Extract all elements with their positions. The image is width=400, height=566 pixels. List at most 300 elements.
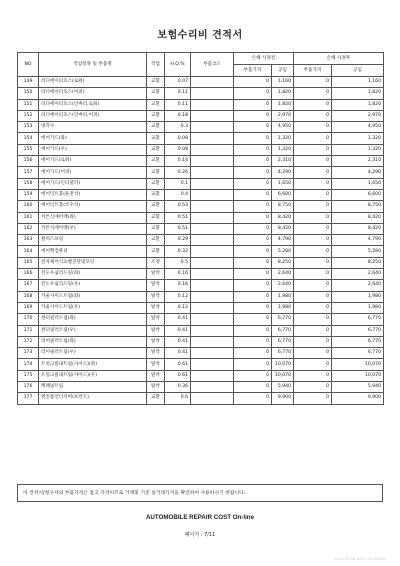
table-row (18, 156, 384, 167)
disclaimer-note: 이 견적서/청구서의 부품가격은 참고 가격이므로 거래및 기준 실거래가격을 확인하여 사용하시기 바랍니다. (17, 484, 383, 502)
work-type: 탈착 (147, 280, 165, 291)
work-type: 교환 (147, 246, 165, 257)
part-name: 백패널트림 (39, 382, 147, 393)
part-price-before: 0 (234, 144, 272, 155)
labor-after: 6,770 (332, 314, 384, 325)
labor-before: 6,770 (272, 325, 294, 336)
labor-after: 10,070 (332, 370, 384, 381)
hq-percent: 0.11 (165, 99, 191, 110)
work-type: 교환 (147, 178, 165, 189)
row-number: 162 (18, 223, 39, 234)
labor-before: 1,320 (272, 144, 294, 155)
part-price-before: 0 (234, 291, 272, 302)
part-code (191, 167, 234, 178)
row-number: 170 (18, 314, 39, 325)
header-item: 작업항목 및 부품명 (39, 53, 147, 77)
part-price-before: 0 (234, 280, 272, 291)
header-work: 작업 (147, 53, 165, 77)
part-price-before: 0 (234, 77, 272, 88)
print-timestamp: 2024-05-08 10:27:40 AIY001 (334, 557, 386, 561)
hq-percent: 0.61 (165, 359, 191, 370)
work-type: 탈착 (147, 269, 165, 280)
labor-after: 6,770 (332, 348, 384, 359)
row-number: 158 (18, 178, 39, 189)
table-row (18, 189, 384, 200)
work-type: 교환 (147, 133, 165, 144)
labor-before: 1,980 (272, 302, 294, 313)
part-price-after: 0 (294, 348, 332, 359)
row-number: 167 (18, 280, 39, 291)
labor-before: 1,650 (272, 178, 294, 189)
part-name: 냉각수 (39, 122, 147, 133)
work-type: 교환 (147, 122, 165, 133)
header-labor-before: 공임 (272, 65, 294, 77)
labor-before: 2,640 (272, 280, 294, 291)
part-name: 커튼식에어백(좌) (39, 212, 147, 223)
table-row (18, 88, 384, 99)
work-type: 교환 (147, 201, 165, 212)
part-code (191, 144, 234, 155)
header-part-price-after: 부품가격 (294, 65, 332, 77)
labor-before: 5,280 (272, 246, 294, 257)
labor-after: 1,320 (332, 133, 384, 144)
part-price-before: 0 (234, 302, 272, 313)
table-row (18, 314, 384, 325)
part-name: 윈도우쉴리드링(우) (39, 280, 147, 291)
part-name: 에어백컴퓨터 (39, 246, 147, 257)
labor-before: 1,320 (272, 133, 294, 144)
row-number: 150 (18, 88, 39, 99)
row-number: 161 (18, 212, 39, 223)
row-number: 153 (18, 122, 39, 133)
part-price-before: 0 (234, 156, 272, 167)
hq-percent: 0.07 (165, 77, 191, 88)
row-number: 151 (18, 99, 39, 110)
labor-after: 6,770 (332, 325, 384, 336)
hq-percent: 0.14 (165, 156, 191, 167)
labor-before: 2,970 (272, 110, 294, 121)
part-name: 에어가드(인터쿨러) (39, 178, 147, 189)
header-part-price-before: 부품가격 (234, 65, 272, 77)
part-name: 라디에이터호스(로워) (39, 77, 147, 88)
part-name: 리어필러트림(우) (39, 348, 147, 359)
part-name: 라디에이터호스(어퍼) (39, 88, 147, 99)
hq-percent: 0.41 (165, 348, 191, 359)
work-type: 교환 (147, 99, 165, 110)
header-no: NO (18, 53, 39, 77)
labor-after: 4,790 (332, 235, 384, 246)
table-row (18, 110, 384, 121)
part-price-before: 0 (234, 336, 272, 347)
labor-before: 6,770 (272, 314, 294, 325)
part-name: 카울사이드트림(좌) (39, 291, 147, 302)
work-type: 조정 (147, 257, 165, 268)
labor-before: 8,420 (272, 223, 294, 234)
page-number: 페이지 : 7/11 (184, 532, 216, 538)
row-number: 154 (18, 133, 39, 144)
part-price-before: 0 (234, 314, 272, 325)
part-code (191, 212, 234, 223)
table-row (18, 223, 384, 234)
part-price-before: 0 (234, 88, 272, 99)
part-code (191, 382, 234, 393)
part-code (191, 280, 234, 291)
table-row (18, 167, 384, 178)
row-number: 152 (18, 110, 39, 121)
table-row (18, 325, 384, 336)
hq-percent: 0.53 (165, 201, 191, 212)
labor-before: 8,750 (272, 201, 294, 212)
hq-percent: 0.51 (165, 223, 191, 234)
part-code (191, 269, 234, 280)
table-row (18, 122, 384, 133)
hq-percent: 0.29 (165, 235, 191, 246)
part-price-before: 0 (234, 201, 272, 212)
hq-percent: 0.16 (165, 269, 191, 280)
part-code (191, 201, 234, 212)
table-row (18, 133, 384, 144)
part-price-before: 0 (234, 370, 272, 381)
table-row (18, 235, 384, 246)
estimate-table (17, 52, 384, 405)
row-number: 155 (18, 144, 39, 155)
hq-percent: 0.11 (165, 88, 191, 99)
labor-after: 2,640 (332, 280, 384, 291)
part-price-after: 0 (294, 110, 332, 121)
part-code (191, 88, 234, 99)
work-type: 교환 (147, 189, 165, 200)
part-price-after: 0 (294, 88, 332, 99)
labor-before: 2,640 (272, 269, 294, 280)
part-price-after: 0 (294, 235, 332, 246)
part-price-before: 0 (234, 178, 272, 189)
work-type: 교환 (147, 77, 165, 88)
table-row (18, 246, 384, 257)
part-price-after: 0 (294, 269, 332, 280)
labor-after: 1,820 (332, 99, 384, 110)
labor-before: 9,900 (272, 393, 294, 404)
part-price-before: 0 (234, 393, 272, 404)
row-number: 160 (18, 201, 39, 212)
part-price-after: 0 (294, 99, 332, 110)
work-type: 탈착 (147, 302, 165, 313)
part-name: 전자제어식쇼벨진단및코딩 (39, 257, 147, 268)
part-code (191, 325, 234, 336)
labor-before: 1,820 (272, 99, 294, 110)
header-code: 부품코드 (191, 53, 234, 77)
part-price-after: 0 (294, 178, 332, 189)
work-type: 교환 (147, 110, 165, 121)
table-row (18, 336, 384, 347)
work-type: 교환 (147, 88, 165, 99)
part-price-before: 0 (234, 359, 272, 370)
hq-percent: 0.41 (165, 314, 191, 325)
hq-percent: 0.12 (165, 291, 191, 302)
part-code (191, 314, 234, 325)
labor-after: 6,600 (332, 189, 384, 200)
labor-before: 10,070 (272, 359, 294, 370)
labor-after: 2,640 (332, 269, 384, 280)
labor-before: 4,790 (272, 235, 294, 246)
part-name: 에어가드(좌) (39, 133, 147, 144)
row-number: 163 (18, 235, 39, 246)
header-hqs: H.Q.% (165, 53, 191, 77)
part-price-after: 0 (294, 223, 332, 234)
table-row (18, 178, 384, 189)
row-number: 176 (18, 382, 39, 393)
part-name: 에어가드(우) (39, 144, 147, 155)
part-code (191, 370, 234, 381)
part-name: 에어덕트홀(조수석) (39, 201, 147, 212)
part-price-after: 0 (294, 189, 332, 200)
part-code (191, 178, 234, 189)
part-name: 센터필러트림(우) (39, 325, 147, 336)
labor-before: 1,980 (272, 291, 294, 302)
labor-after: 8,750 (332, 201, 384, 212)
part-code (191, 156, 234, 167)
part-price-after: 0 (294, 246, 332, 257)
header-after-assessment: 손해 사정후 (294, 53, 384, 65)
part-price-after: 0 (294, 122, 332, 133)
labor-before: 4,950 (272, 122, 294, 133)
part-code (191, 246, 234, 257)
row-number: 174 (18, 359, 39, 370)
part-price-after: 0 (294, 393, 332, 404)
labor-after: 9,900 (332, 393, 384, 404)
labor-after: 8,420 (332, 223, 384, 234)
labor-after: 2,970 (332, 110, 384, 121)
hq-percent: 0.6 (165, 393, 191, 404)
labor-before: 1,160 (272, 77, 294, 88)
part-price-after: 0 (294, 77, 332, 88)
hq-percent: 0.1 (165, 178, 191, 189)
part-name: 엔진룸언더커버(프런트) (39, 393, 147, 404)
part-price-before: 0 (234, 110, 272, 121)
part-name: 커튼식에어백(우) (39, 223, 147, 234)
part-price-after: 0 (294, 382, 332, 393)
labor-after: 1,650 (332, 178, 384, 189)
hq-percent: 0.61 (165, 370, 191, 381)
part-price-before: 0 (234, 257, 272, 268)
part-price-after: 0 (294, 302, 332, 313)
part-price-before: 0 (234, 382, 272, 393)
part-name: 에어덕트홀(운전석) (39, 189, 147, 200)
labor-after: 1,160 (332, 77, 384, 88)
hq-percent: 0.16 (165, 280, 191, 291)
row-number: 159 (18, 189, 39, 200)
table-row (18, 302, 384, 313)
part-price-after: 0 (294, 257, 332, 268)
work-type: 교환 (147, 235, 165, 246)
work-type: 탈착 (147, 336, 165, 347)
part-price-before: 0 (234, 246, 272, 257)
hq-percent: 0.51 (165, 212, 191, 223)
part-price-before: 0 (234, 269, 272, 280)
row-number: 156 (18, 156, 39, 167)
part-price-after: 0 (294, 144, 332, 155)
labor-after: 1,320 (332, 144, 384, 155)
part-price-before: 0 (234, 235, 272, 246)
work-type: 탈착 (147, 291, 165, 302)
part-code (191, 122, 234, 133)
hq-percent: 0.5 (165, 257, 191, 268)
work-type: 탈착 (147, 348, 165, 359)
labor-before: 6,600 (272, 189, 294, 200)
labor-before: 8,250 (272, 257, 294, 268)
labor-after: 8,420 (332, 212, 384, 223)
part-name: 트렁크룸내트림(사이드)(우) (39, 370, 147, 381)
header-before-assessment: 손해 사정전 (234, 53, 294, 65)
part-name: 라디에이터호스(인버터,로워) (39, 99, 147, 110)
part-price-after: 0 (294, 212, 332, 223)
row-number: 172 (18, 336, 39, 347)
labor-before: 2,310 (272, 156, 294, 167)
labor-before: 10,070 (272, 370, 294, 381)
hq-percent: 0.41 (165, 325, 191, 336)
part-code (191, 110, 234, 121)
part-price-before: 0 (234, 122, 272, 133)
hq-percent: 0.36 (165, 382, 191, 393)
part-name: 트렁크룸내트림(사이드)(좌) (39, 359, 147, 370)
header-labor-after: 공임 (332, 65, 384, 77)
labor-after: 1,980 (332, 291, 384, 302)
part-price-before: 0 (234, 212, 272, 223)
row-number: 175 (18, 370, 39, 381)
hq-percent: 0.41 (165, 336, 191, 347)
part-code (191, 336, 234, 347)
table-row (18, 269, 384, 280)
part-name: 라디에이터호스(인버터,어퍼) (39, 110, 147, 121)
labor-after: 6,770 (332, 336, 384, 347)
row-number: 171 (18, 325, 39, 336)
hq-percent: 0.08 (165, 144, 191, 155)
part-price-after: 0 (294, 167, 332, 178)
part-price-after: 0 (294, 156, 332, 167)
labor-before: 1,820 (272, 88, 294, 99)
part-code (191, 235, 234, 246)
part-name: 에어가드(어퍼) (39, 167, 147, 178)
row-number: 173 (18, 348, 39, 359)
table-row (18, 348, 384, 359)
row-number: 177 (18, 393, 39, 404)
table-row (18, 77, 384, 88)
part-code (191, 393, 234, 404)
part-code (191, 348, 234, 359)
part-code (191, 223, 234, 234)
work-type: 교환 (147, 212, 165, 223)
part-price-before: 0 (234, 167, 272, 178)
part-price-before: 0 (234, 189, 272, 200)
work-type: 교환 (147, 156, 165, 167)
part-price-after: 0 (294, 201, 332, 212)
work-type: 교환 (147, 393, 165, 404)
labor-after: 10,070 (332, 359, 384, 370)
hq-percent: 0.32 (165, 246, 191, 257)
part-price-after: 0 (294, 314, 332, 325)
part-code (191, 133, 234, 144)
labor-after: 1,980 (332, 302, 384, 313)
hq-percent: 0.4 (165, 189, 191, 200)
table-row (18, 212, 384, 223)
table-row (18, 370, 384, 381)
work-type: 탈착 (147, 359, 165, 370)
part-name: 클럭스프링 (39, 235, 147, 246)
labor-after: 4,290 (332, 167, 384, 178)
part-name: 에어가드(로워) (39, 156, 147, 167)
part-price-after: 0 (294, 280, 332, 291)
part-price-after: 0 (294, 359, 332, 370)
row-number: 164 (18, 246, 39, 257)
labor-after: 5,280 (332, 246, 384, 257)
part-price-after: 0 (294, 133, 332, 144)
row-number: 166 (18, 269, 39, 280)
part-price-before: 0 (234, 99, 272, 110)
document-title: 보험수리비 견적서 (157, 30, 243, 41)
labor-after: 4,950 (332, 122, 384, 133)
labor-before: 5,940 (272, 382, 294, 393)
part-code (191, 99, 234, 110)
part-name: 센터필러트림(좌) (39, 314, 147, 325)
part-price-after: 0 (294, 336, 332, 347)
labor-before: 6,770 (272, 348, 294, 359)
part-price-before: 0 (234, 325, 272, 336)
work-type: 탈착 (147, 325, 165, 336)
hq-percent: 0.26 (165, 167, 191, 178)
row-number: 165 (18, 257, 39, 268)
hq-percent: 0.3 (165, 122, 191, 133)
labor-before: 8,420 (272, 212, 294, 223)
labor-after: 5,940 (332, 382, 384, 393)
table-row (18, 359, 384, 370)
part-price-after: 0 (294, 291, 332, 302)
labor-before: 6,770 (272, 336, 294, 347)
part-price-before: 0 (234, 133, 272, 144)
part-code (191, 302, 234, 313)
part-name: 카울사이드트림(우) (39, 302, 147, 313)
part-price-after: 0 (294, 325, 332, 336)
labor-after: 1,820 (332, 88, 384, 99)
part-price-before: 0 (234, 348, 272, 359)
part-name: 리어필러트림(좌) (39, 336, 147, 347)
table-row (18, 291, 384, 302)
table-row (18, 382, 384, 393)
row-number: 169 (18, 302, 39, 313)
table-row (18, 280, 384, 291)
work-type: 탈착 (147, 314, 165, 325)
row-number: 149 (18, 77, 39, 88)
work-type: 교환 (147, 223, 165, 234)
part-code (191, 359, 234, 370)
part-name: 윈도우쉴리드링(좌) (39, 269, 147, 280)
work-type: 탈착 (147, 370, 165, 381)
part-price-after: 0 (294, 370, 332, 381)
part-code (191, 291, 234, 302)
row-number: 157 (18, 167, 39, 178)
table-row (18, 144, 384, 155)
part-code (191, 189, 234, 200)
work-type: 교환 (147, 144, 165, 155)
hq-percent: 0.08 (165, 133, 191, 144)
table-row (18, 201, 384, 212)
work-type: 탈착 (147, 382, 165, 393)
table-row (18, 257, 384, 268)
part-code (191, 77, 234, 88)
part-price-before: 0 (234, 223, 272, 234)
work-type: 교환 (147, 167, 165, 178)
footer-title: AUTOMOBILE REPAIR COST On-line (145, 514, 255, 521)
table-row (18, 99, 384, 110)
hq-percent: 0.18 (165, 110, 191, 121)
